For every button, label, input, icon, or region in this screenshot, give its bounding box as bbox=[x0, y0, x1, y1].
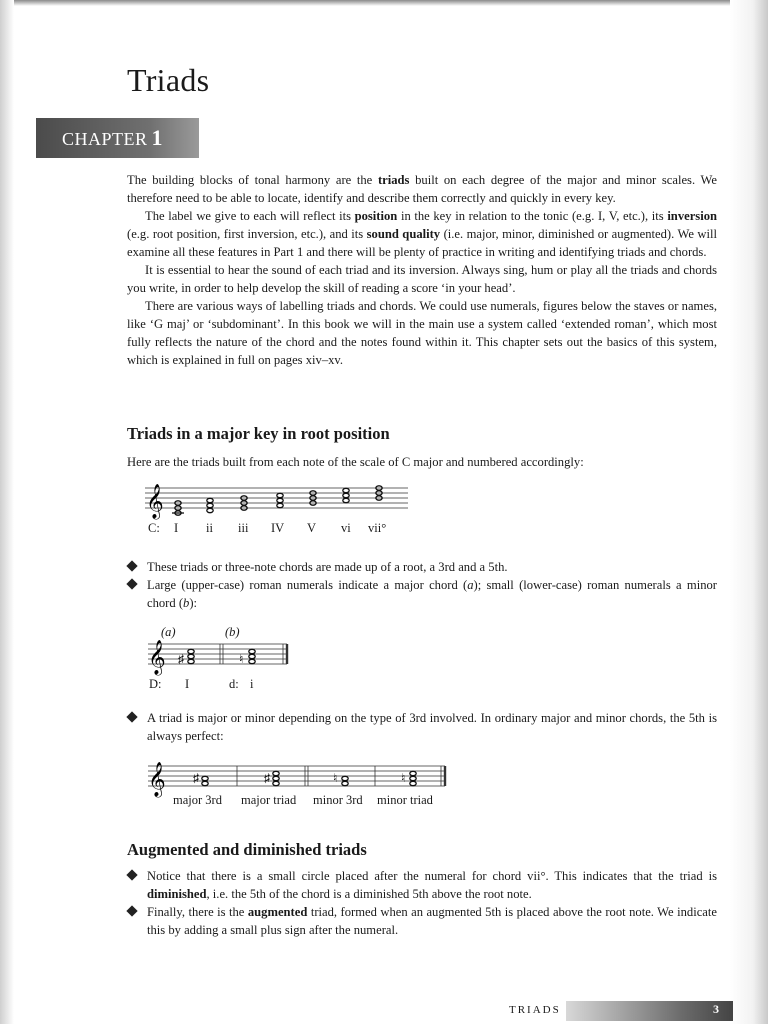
treble-clef-icon: 𝄞 bbox=[148, 641, 166, 674]
sharp-icon: ♯ bbox=[193, 771, 199, 785]
note-head bbox=[207, 498, 213, 502]
note-head bbox=[188, 649, 194, 653]
text: Large (upper-case) roman numerals indicate a major chord ( bbox=[147, 578, 468, 592]
numeral: i bbox=[250, 677, 254, 691]
label-b: (b) bbox=[225, 625, 240, 639]
note-head bbox=[410, 776, 416, 780]
page-number: 3 bbox=[713, 1002, 719, 1016]
italic-letter: b bbox=[183, 596, 190, 610]
sharp-icon: ♯ bbox=[264, 771, 270, 785]
example-label: minor triad bbox=[377, 793, 433, 807]
bold-term: inversion bbox=[667, 209, 717, 223]
intro-paragraph-3: It is essential to hear the sound of each triad and its inversion. Always sing, hum or play all the triads and chords you write, in order to help develop the skill of reading a score ‘in your head’. bbox=[127, 263, 717, 295]
note-head bbox=[273, 781, 279, 785]
note-head bbox=[249, 649, 255, 653]
note-head bbox=[273, 776, 279, 780]
page-edge-right bbox=[730, 0, 768, 1024]
list-item bbox=[127, 576, 717, 612]
list-item bbox=[127, 867, 717, 903]
bold-term: triads bbox=[377, 173, 410, 187]
triad-notes bbox=[172, 486, 382, 515]
italic-letter: a bbox=[467, 578, 474, 592]
note-head bbox=[342, 776, 348, 780]
numeral: vii° bbox=[368, 521, 387, 535]
numeral: V bbox=[307, 521, 317, 535]
note-head bbox=[410, 781, 416, 785]
section-heading-aug-dim: Augmented and diminished triads bbox=[127, 840, 367, 859]
text: (i.e. major, minor, diminished or augmented). We will examine all these features in Part 1 and there will be plenty of practice in writing and identifying triads and chords. bbox=[127, 227, 717, 259]
page-title: Triads bbox=[127, 62, 210, 98]
note-head bbox=[277, 498, 283, 502]
numeral: I bbox=[174, 521, 179, 535]
bold-term: augmented bbox=[247, 905, 308, 919]
key-label: d: bbox=[229, 677, 239, 691]
note-head bbox=[207, 508, 213, 512]
note-head bbox=[249, 659, 255, 663]
note-head bbox=[343, 488, 349, 492]
note-head bbox=[343, 498, 349, 502]
text: The label we give to each will reflect its bbox=[145, 209, 355, 223]
note-head bbox=[343, 493, 349, 497]
note-head bbox=[273, 771, 279, 775]
numeral: iii bbox=[238, 521, 249, 535]
text: triad, formed when an augmented 5th is placed above the root note. We indicate this by adding a small plus sign after the numeral. bbox=[147, 905, 717, 937]
natural-icon: ♮ bbox=[333, 771, 338, 785]
text: , i.e. the 5th of the chord is a diminished 5th above the root note. bbox=[206, 887, 532, 901]
treble-clef-icon: 𝄞 bbox=[146, 485, 164, 518]
chapter-label bbox=[36, 125, 163, 151]
example-label: major triad bbox=[241, 793, 297, 807]
note-head bbox=[207, 503, 213, 507]
bold-term: sound quality bbox=[366, 227, 441, 241]
diamond-bullet-icon bbox=[126, 869, 137, 880]
text: ); small (lower-case) roman numerals a minor chord ( bbox=[147, 578, 717, 610]
text: ): bbox=[189, 596, 198, 610]
key-label: D: bbox=[149, 677, 162, 691]
major-minor-example-staff bbox=[145, 620, 295, 695]
bullet-list-3 bbox=[127, 867, 717, 939]
chapter-word: CHAPTER bbox=[62, 129, 148, 149]
key-label: C: bbox=[148, 521, 160, 535]
bullet-list-2 bbox=[127, 709, 717, 745]
example-label: major 3rd bbox=[173, 793, 222, 807]
label-a: (a) bbox=[161, 625, 176, 639]
text: A triad is major or minor depending on the type of 3rd involved. In ordinary major and minor chords, the 5th is always perfect: bbox=[147, 711, 717, 743]
text: The building blocks of tonal harmony are the bbox=[127, 173, 378, 187]
diamond-bullet-icon bbox=[126, 578, 137, 589]
numeral: ii bbox=[206, 521, 213, 535]
note-head bbox=[277, 503, 283, 507]
list-item bbox=[127, 558, 717, 576]
numeral: vi bbox=[341, 521, 351, 535]
note-head bbox=[410, 771, 416, 775]
diamond-bullet-icon bbox=[126, 711, 137, 722]
footer-band bbox=[566, 1001, 733, 1021]
note-head bbox=[249, 654, 255, 658]
section-heading-major-triads: Triads in a major key in root position bbox=[127, 424, 390, 443]
note-head bbox=[277, 493, 283, 497]
intro-paragraph-2 bbox=[127, 207, 717, 261]
text: in the key in relation to the tonic (e.g. I, V, etc.), its bbox=[397, 209, 668, 223]
chapter-banner bbox=[36, 118, 199, 158]
c-major-triads-staff bbox=[140, 480, 415, 540]
numeral: IV bbox=[271, 521, 285, 535]
diamond-bullet-icon bbox=[126, 560, 137, 571]
bold-term: position bbox=[354, 209, 398, 223]
text: (e.g. root position, first inversion, etc.), and its bbox=[127, 227, 367, 241]
sharp-icon: ♯ bbox=[178, 652, 184, 666]
page-edge-left bbox=[0, 0, 14, 1024]
page-edge-top bbox=[0, 0, 768, 6]
note-head bbox=[188, 659, 194, 663]
thirds-triads-example-staff bbox=[145, 758, 450, 813]
running-footer: TRIADS bbox=[509, 1004, 561, 1016]
text: Notice that there is a small circle placed after the numeral for chord vii°. This indicates that the triad is bbox=[147, 869, 717, 883]
natural-icon: ♮ bbox=[239, 652, 244, 666]
bullet-list-1 bbox=[127, 558, 717, 612]
example-label: minor 3rd bbox=[313, 793, 363, 807]
chapter-number: 1 bbox=[151, 125, 164, 150]
natural-icon: ♮ bbox=[401, 771, 406, 785]
numeral: I bbox=[185, 677, 190, 691]
intro-text bbox=[127, 171, 717, 369]
intro-paragraph-1 bbox=[127, 171, 717, 207]
text: These triads or three-note chords are made up of a root, a 3rd and a 5th. bbox=[147, 560, 508, 574]
bold-term: diminished bbox=[147, 887, 207, 901]
section1-caption: Here are the triads built from each note of the scale of C major and numbered accordingly: bbox=[127, 455, 584, 469]
note-head bbox=[342, 781, 348, 785]
intro-paragraph-4: There are various ways of labelling triads and chords. We could use numerals, figures below the staves or names, like ‘G maj’ or ‘subdominant’. In this book we will in the main use a system called ‘extended roman’, which most fully reflects the nature of the chord and the notes found within it. This chapter sets out the basics of this system, which is explained in full on pages xiv–xv. bbox=[127, 299, 717, 367]
note-head bbox=[188, 654, 194, 658]
text: Finally, there is the bbox=[147, 905, 248, 919]
note-head bbox=[202, 776, 208, 780]
list-item bbox=[127, 903, 717, 939]
text: built on each degree of the major and minor scales. We therefore need to be able to locate, identify and describe them correctly and quickly in every key. bbox=[127, 173, 718, 205]
treble-clef-icon: 𝄞 bbox=[148, 763, 166, 796]
note-head bbox=[202, 781, 208, 785]
list-item bbox=[127, 709, 717, 745]
diamond-bullet-icon bbox=[126, 905, 137, 916]
